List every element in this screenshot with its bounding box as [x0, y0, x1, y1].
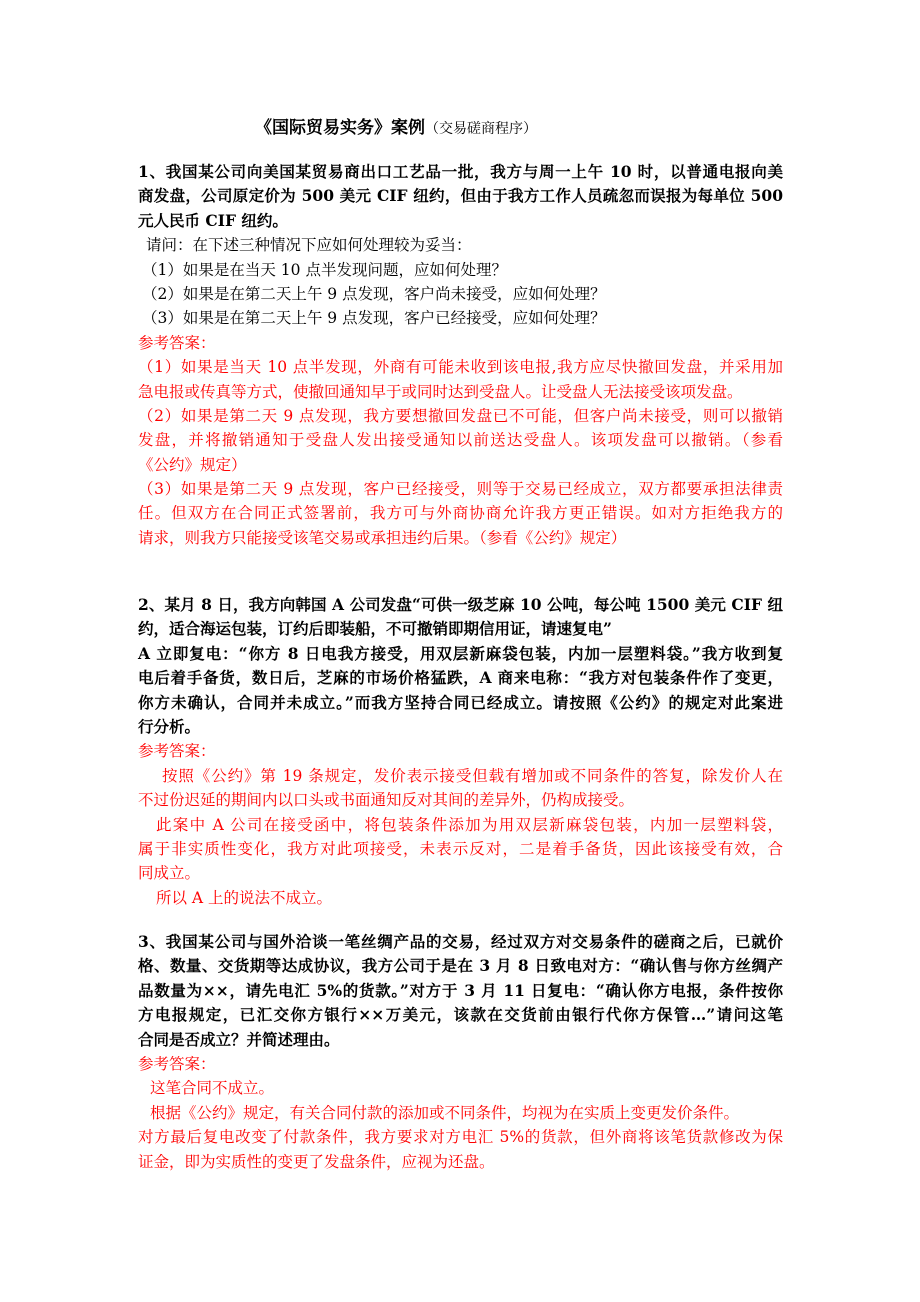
- case3-answer-line: 根据《公约》规定，有关合同付款的添加或不同条件，均视为在实质上变更发价条件。: [150, 1103, 740, 1122]
- case-3: [138, 930, 783, 1174]
- case3-answer-line: 对方最后复电改变了付款条件，我方要求对方电汇 5%的货款，但外商将该笔货款修改为保: [138, 1128, 783, 1147]
- case3-question-line: 品数量为××，请先电汇 5%的货款。”对方于 3 月 11 日复电：“确认你方电报，条件按你: [138, 980, 783, 1000]
- case3-question-line: 合同是否成立？并简述理由。: [138, 1029, 340, 1049]
- title-subtitle: （交易磋商程序）: [425, 121, 537, 137]
- case3-answer-label: 参考答案：: [138, 1054, 216, 1073]
- case3-question-line: 3、我国某公司与国外洽谈一笔丝绸产品的交易，经过双方对交易条件的磋商之后，已就价: [138, 932, 783, 951]
- case1-question-line: 请问：在下述三种情况下应如何处理较为妥当：: [146, 236, 472, 255]
- case2-question-line: 你方未确认，合同并未成立。”而我方坚持合同已经成立。请按照《公约》的规定对此案进: [138, 692, 783, 712]
- case1-answer-line: 急电报或传真等方式，使撤回通知早于或同时达到受盘人。让受盘人无法接受该项发盘。: [138, 382, 743, 401]
- case2-question-line: 2、某月 8 日，我方向韩国 A 公司发盘“可供一级芝麻 10 公吨，每公吨 1500 美元 CIF 纽: [138, 595, 783, 614]
- case1-question-line: 1、我国某公司向美国某贸易商出口工艺品一批，我方与周一上午 10 时，以普通电报向美: [138, 162, 783, 181]
- case1-answer-line: （1）如果是当天 10 点半发现，外商有可能未收到该电报,我方应尽快撤回发盘，并采用加: [138, 358, 783, 377]
- case3-answer-line: 这笔合同不成立。: [150, 1079, 275, 1098]
- case-2: [138, 593, 783, 910]
- case-1: [138, 160, 783, 550]
- case2-answer-label: 参考答案：: [138, 742, 216, 761]
- case2-answer-line: 同成立。: [138, 864, 201, 883]
- case1-answer-line: （3）如果是第二天 9 点发现，客户已经接受，则等于交易已经成立，双方都要承担法律责: [138, 480, 783, 499]
- case2-question-line: 电后着手备货，数日后，芝麻的市场价格猛跌，A 商来电称：“我方对包装条件作了变更，: [138, 668, 783, 688]
- case3-question-line: 方电报规定，已汇交你方银行××万美元，该款在交货前由银行代你方保管…”请问这笔: [138, 1005, 783, 1025]
- case2-question-line: 约，适合海运包装，订约后即装船，不可撤销即期信用证，请速复电”: [138, 619, 612, 639]
- case2-question-line: 行分析。: [138, 716, 201, 736]
- title-main: 《国际贸易实务》案例: [255, 118, 425, 138]
- case1-subquestion: （2）如果是在第二天上午 9 点发现，客户尚未接受，应如何处理？: [142, 284, 606, 303]
- case1-answer-line: （2）如果是第二天 9 点发现，我方要想撤回发盘已不可能，但客户尚未接受，则可以撤销: [138, 406, 783, 425]
- case3-question-line: 格、数量、交货期等达成协议，我方公司于是在 3 月 8 日致电对方：“确认售与你方丝绸产: [138, 956, 783, 976]
- case1-subquestion: （1）如果是在当天 10 点半发现问题，应如何处理？: [142, 260, 507, 279]
- case2-answer-line: 按照《公约》第 19 条规定，发价表示接受但载有增加或不同条件的答复，除发价人在: [162, 766, 783, 785]
- case2-answer-line: 此案中 A 公司在接受函中，将包装条件添加为用双层新麻袋包装，内加一层塑料袋，: [156, 815, 783, 834]
- case2-answer-line: 属于非实质性变化，我方对此项接受，未表示反对，二是着手备货，因此该接受有效，合: [138, 839, 783, 858]
- case2-answer-line: 所以 A 上的说法不成立。: [156, 888, 333, 907]
- case1-answer-line: 任。但双方在合同正式签署前，我方可与外商协商允许我方更正错误。如对方拒绝我方的: [138, 504, 783, 523]
- case1-answer-line: 发盘，并将撤销通知于受盘人发出接受通知以前送达受盘人。该项发盘可以撤销。（参看: [138, 431, 783, 450]
- case1-question-line: 商发盘，公司原定价为 500 美元 CIF 纽约，但由于我方工作人员疏忽而误报为每单位 500: [138, 186, 783, 206]
- case1-answer-line: 请求，则我方只能接受该笔交易或承担违约后果。（参看《公约》规定）: [138, 528, 627, 547]
- case1-answer-label: 参考答案：: [138, 333, 216, 352]
- case1-answer-line: 《公约》规定）: [138, 455, 247, 474]
- case2-question-line: A 立即复电：“你方 8 日电我方接受，用双层新麻袋包装，内加一层塑料袋。”我方收到复: [138, 643, 783, 663]
- case3-answer-line: 证金，即为实质性的变更了发盘条件，应视为还盘。: [138, 1152, 495, 1171]
- document-title: [255, 113, 537, 138]
- case1-subquestion: （3）如果是在第二天上午 9 点发现，客户已经接受，应如何处理？: [142, 309, 606, 328]
- case2-answer-line: 不过份迟延的期间内以口头或书面通知反对其间的差异外，仍构成接受。: [138, 791, 635, 810]
- case1-question-line: 元人民币 CIF 纽约。: [138, 210, 288, 230]
